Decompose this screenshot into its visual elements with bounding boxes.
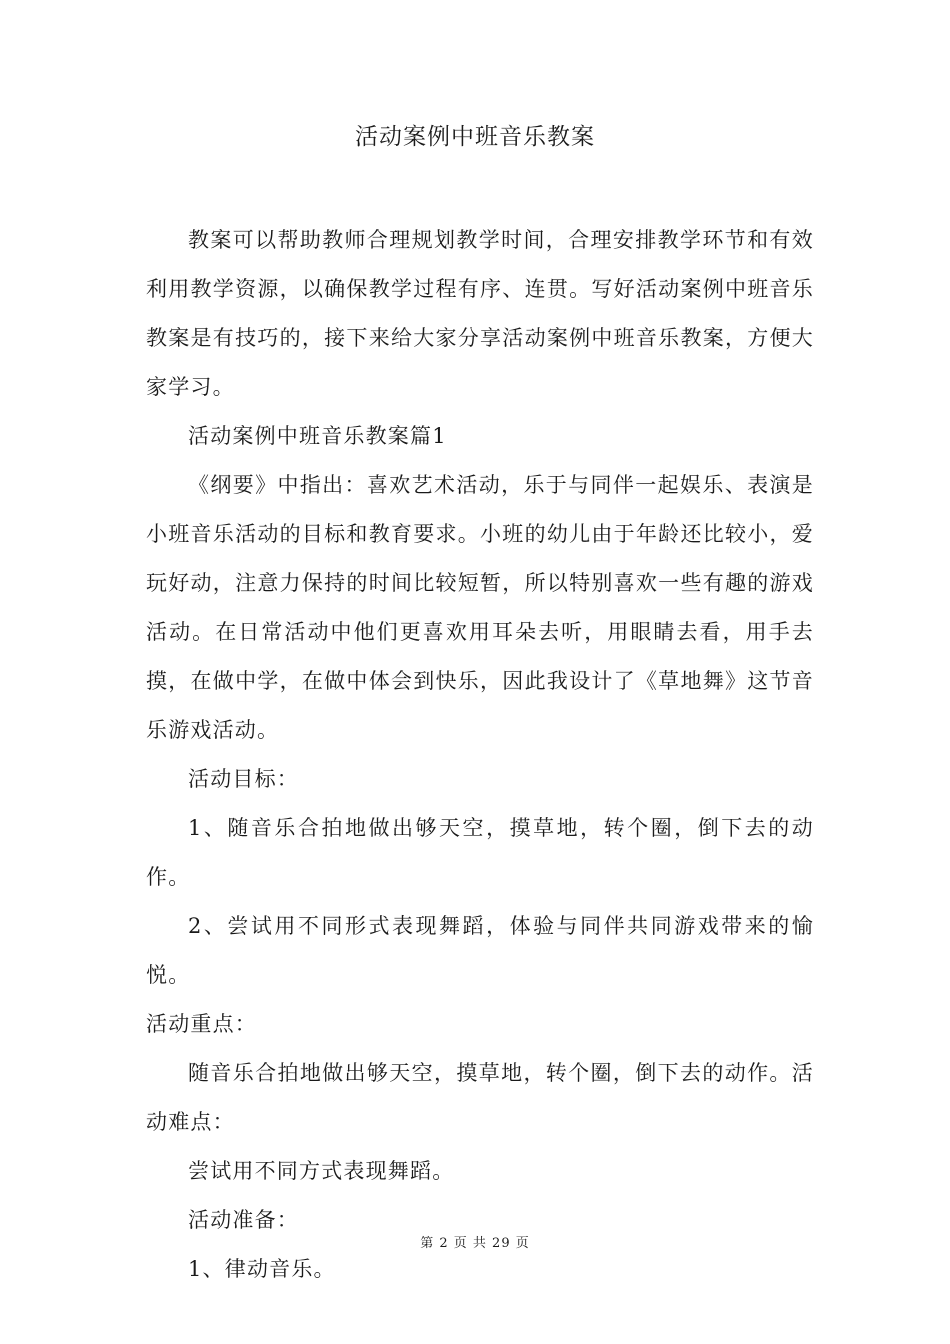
- difficulty-paragraph: 尝试用不同方式表现舞蹈。: [188, 1159, 455, 1183]
- objective-item: 2、尝试用不同形式表现舞蹈，体验与同伴共同游戏带来的愉悦。: [146, 914, 814, 987]
- key-points-paragraph: 随音乐合拍地做出够天空，摸草地，转个圈，倒下去的动作。活动难点：: [146, 1061, 814, 1134]
- document-title: 活动案例中班音乐教案: [355, 124, 595, 150]
- section-heading: 活动案例中班音乐教案篇1: [188, 424, 447, 448]
- preparation-item: 1、律动音乐。: [188, 1257, 336, 1281]
- intro-paragraph: 教案可以帮助教师合理规划教学时间，合理安排教学环节和有效利用教学资源，以确保教学过程有序、连贯。写好活动案例中班音乐教案是有技巧的，接下来给大家分享活动案例中班音乐教案，方便大家学习。: [146, 228, 814, 399]
- objective-item: 1、随音乐合拍地做出够天空，摸草地，转个圈，倒下去的动作。: [146, 816, 814, 889]
- objectives-heading: 活动目标：: [188, 767, 299, 791]
- body-paragraph: 《纲要》中指出：喜欢艺术活动，乐于与同伴一起娱乐、表演是小班音乐活动的目标和教育要求。小班的幼儿由于年龄还比较小，爱玩好动，注意力保持的时间比较短暂，所以特别喜欢一些有趣的游戏活动。在日常活动中他们更喜欢用耳朵去听，用眼睛去看，用手去摸，在做中学，在做中体会到快乐，因此我设计了《草地舞》这节音乐游戏活动。: [146, 473, 814, 742]
- key-points-heading: 活动重点：: [146, 1012, 257, 1036]
- page-number-footer: 第 2 页 共 29 页: [420, 1236, 530, 1251]
- preparation-heading: 活动准备：: [188, 1208, 299, 1232]
- document-body: [146, 216, 814, 1294]
